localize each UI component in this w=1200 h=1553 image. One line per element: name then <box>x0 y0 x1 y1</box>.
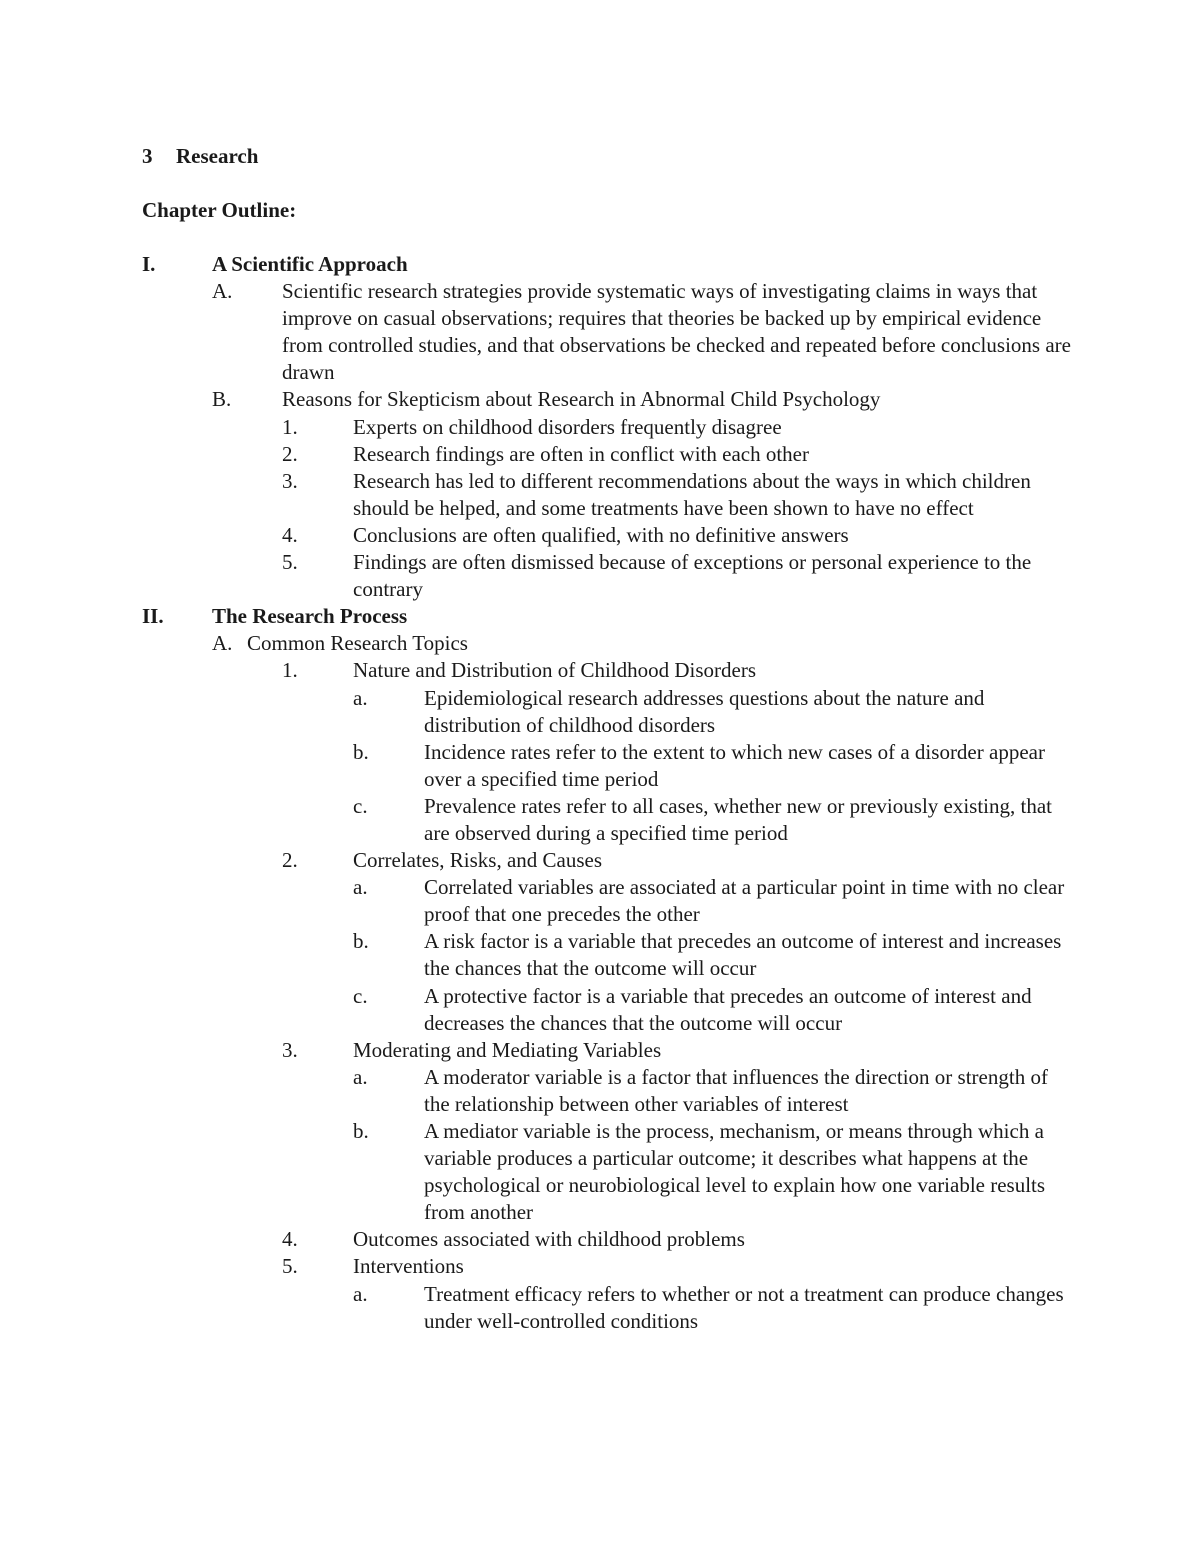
subitem-marker: 1. <box>282 414 298 439</box>
outline-point <box>0 1118 1200 1226</box>
outline-subitem <box>0 847 1200 874</box>
point-text: A moderator variable is a factor that influences the direction or strength of the relationship between other variables of interest <box>424 1064 1048 1116</box>
point-marker: c. <box>353 793 368 818</box>
item-marker: B. <box>212 387 232 412</box>
point-marker: b. <box>353 1119 369 1143</box>
outline-point <box>0 739 1200 793</box>
chapter-outline <box>0 251 1200 1335</box>
outline-subitem <box>0 468 1200 522</box>
subitem-text: Experts on childhood disorders frequently disagree <box>353 414 782 439</box>
outline-subitem <box>0 441 1200 468</box>
chapter-title: Research <box>176 144 259 168</box>
section-title: A Scientific Approach <box>212 252 408 276</box>
outline-item <box>0 630 1200 657</box>
point-text: A protective factor is a variable that precedes an outcome of interest and decreases the chances that the outcome will occur <box>424 983 1032 1035</box>
point-text: Epidemiological research addresses questions about the nature and distribution of childhood disorders <box>424 685 985 737</box>
item-text: Common Research Topics <box>247 631 468 656</box>
outline-subitem <box>0 1037 1200 1064</box>
subitem-marker: 4. <box>282 1227 298 1252</box>
point-marker: b. <box>353 739 369 764</box>
outline-subitem <box>0 549 1200 603</box>
item-marker: A. <box>212 631 233 656</box>
outline-subitem <box>0 657 1200 684</box>
outline-item <box>0 278 1200 386</box>
point-marker: c. <box>353 983 368 1008</box>
item-text: Scientific research strategies provide systematic ways of investigating claims in ways that improve on casual observations; requires that theories be backed up by empirical evidence from controlled studies, and that observations be checked and repeated before conclusions are drawn <box>282 279 1071 385</box>
point-text: Incidence rates refer to the extent to which new cases of a disorder appear over a specified time period <box>424 739 1045 791</box>
outline-point <box>0 928 1200 982</box>
outline-point <box>0 793 1200 847</box>
outline-point <box>0 874 1200 928</box>
subitem-text: Correlates, Risks, and Causes <box>353 848 603 873</box>
point-marker: a. <box>353 1064 368 1089</box>
subitem-text: Moderating and Mediating Variables <box>353 1037 662 1062</box>
section-marker: I. <box>142 252 156 276</box>
subitem-text: Interventions <box>353 1254 464 1279</box>
subitem-marker: 4. <box>282 522 298 547</box>
outline-subitem <box>0 522 1200 549</box>
outline-item <box>0 386 1200 413</box>
subitem-marker: 2. <box>282 441 298 466</box>
subitem-marker: 3. <box>282 1037 298 1062</box>
point-text: Correlated variables are associated at a particular point in time with no clear proof that one precedes the other <box>424 875 1065 927</box>
subitem-text: Research has led to different recommendations about the ways in which children should be helped, and some treatments have been shown to have no effect <box>353 468 1031 520</box>
point-text: Treatment efficacy refers to whether or not a treatment can produce changes under well-controlled conditions <box>424 1281 1064 1333</box>
outline-subitem <box>0 1253 1200 1280</box>
chapter-heading <box>142 143 258 170</box>
subitem-marker: 3. <box>282 468 298 493</box>
section-title: The Research Process <box>212 604 408 629</box>
subitem-marker: 1. <box>282 658 298 683</box>
outline-point <box>0 1281 1200 1335</box>
item-text: Reasons for Skepticism about Research in Abnormal Child Psychology <box>282 387 881 412</box>
outline-point <box>0 685 1200 739</box>
outline-label: Chapter Outline: <box>142 198 297 222</box>
point-marker: a. <box>353 685 368 710</box>
point-marker: b. <box>353 929 369 954</box>
subitem-marker: 5. <box>282 1254 298 1279</box>
subitem-text: Findings are often dismissed because of exceptions or personal experience to the contrary <box>353 550 1032 602</box>
outline-subitem <box>0 1226 1200 1253</box>
point-marker: a. <box>353 875 368 900</box>
outline-point <box>0 1064 1200 1118</box>
point-text: A mediator variable is the process, mechanism, or means through which a variable produces a particular outcome; it describes what happens at the psychological or neurobiological level to explain how one variable results from another <box>424 1119 1046 1225</box>
point-text: A risk factor is a variable that precedes an outcome of interest and increases the chances that the outcome will occur <box>424 929 1062 981</box>
subitem-text: Outcomes associated with childhood problems <box>353 1227 745 1252</box>
subitem-text: Conclusions are often qualified, with no definitive answers <box>353 522 849 547</box>
section-marker: II. <box>142 604 164 629</box>
subitem-text: Nature and Distribution of Childhood Disorders <box>353 658 757 683</box>
subitem-text: Research findings are often in conflict with each other <box>353 441 809 466</box>
outline-subitem <box>0 414 1200 441</box>
section-heading <box>0 251 1200 278</box>
chapter-number: 3 <box>142 144 153 168</box>
subitem-marker: 2. <box>282 848 298 873</box>
point-marker: a. <box>353 1281 368 1306</box>
section-heading <box>0 603 1200 630</box>
subitem-marker: 5. <box>282 550 298 575</box>
item-marker: A. <box>212 279 233 304</box>
outline-point <box>0 983 1200 1037</box>
point-text: Prevalence rates refer to all cases, whether new or previously existing, that are observed during a specified time period <box>424 793 1053 845</box>
